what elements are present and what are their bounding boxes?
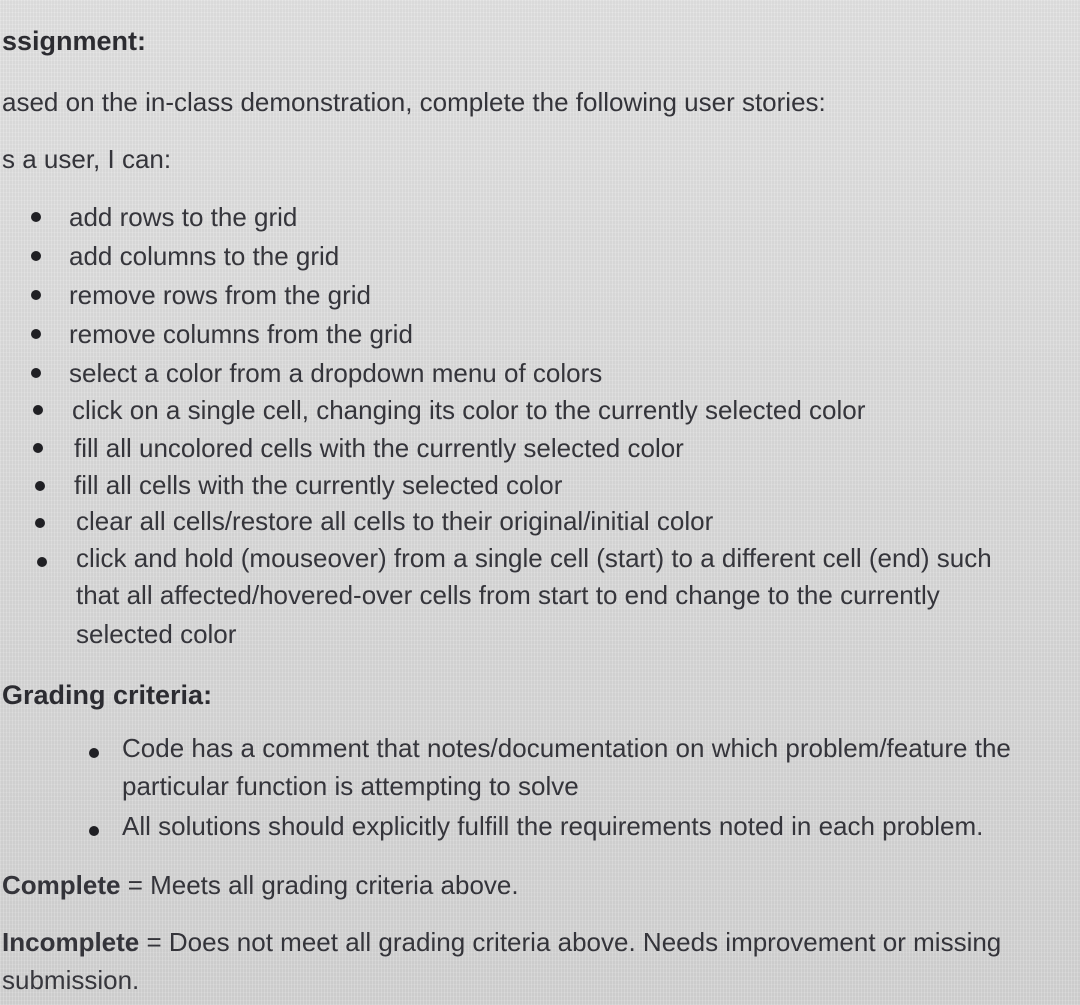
bullet-marker [31, 212, 41, 222]
user-intro: s a user, I can: [2, 144, 172, 174]
grading-item-continuation: particular function is attempting to solve [122, 771, 579, 801]
bullet-marker [31, 368, 41, 378]
bullet-marker [89, 748, 99, 758]
complete-label: Complete [2, 870, 121, 900]
user-story-line: click and hold (mouseover) from a single cell (start) to a different cell (end) such [76, 543, 992, 573]
user-story-item: remove rows from the grid [69, 280, 371, 310]
bullet-marker [31, 290, 41, 300]
bullet-marker [35, 481, 45, 491]
complete-text: = Meets all grading criteria above. [120, 870, 519, 900]
grading-item: All solutions should explicitly fulfill the requirements noted in each problem. [122, 811, 984, 841]
user-story-item: select a color from a dropdown menu of colors [69, 358, 603, 388]
user-story-line: that all affected/hovered-over cells from start to end change to the currently [76, 580, 940, 610]
incomplete-criteria [2, 928, 1001, 957]
bullet-marker [89, 826, 99, 836]
bullet-marker [37, 557, 47, 567]
incomplete-label: Incomplete [2, 927, 140, 957]
user-story-item: clear all cells/restore all cells to their original/initial color [76, 506, 714, 536]
user-story-item: add columns to the grid [69, 241, 340, 271]
assignment-heading: ssignment: [2, 26, 147, 56]
bullet-marker [31, 329, 41, 339]
grading-heading: Grading criteria: [2, 680, 213, 710]
bullet-marker [31, 251, 41, 261]
user-story-item: fill all cells with the currently selected color [74, 470, 563, 500]
assignment-intro: ased on the in-class demonstration, complete the following user stories: [2, 87, 826, 117]
grading-item: Code has a comment that notes/documentation on which problem/feature the [122, 733, 1011, 763]
incomplete-continuation: submission. [2, 965, 140, 995]
user-story-item: add rows to the grid [69, 202, 298, 232]
user-story-item: remove columns from the grid [69, 319, 413, 349]
incomplete-text: = Does not meet all grading criteria above. Needs improvement or missing [139, 927, 1002, 957]
user-story-item: click on a single cell, changing its color to the currently selected color [72, 395, 866, 425]
complete-criteria [2, 871, 519, 900]
user-story-item: fill all uncolored cells with the currently selected color [74, 433, 684, 463]
bullet-marker [35, 518, 45, 528]
bullet-marker [33, 443, 43, 453]
bullet-marker [33, 405, 43, 415]
user-story-line: selected color [76, 619, 237, 649]
